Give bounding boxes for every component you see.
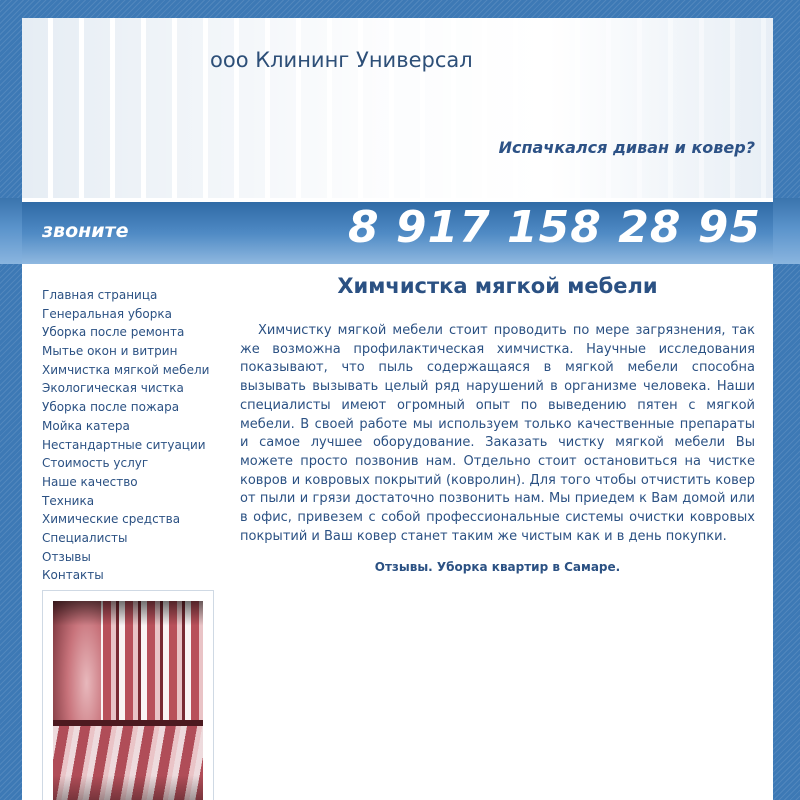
nav-link-prices[interactable]: Стоимость услуг: [42, 456, 149, 471]
nav-link-chemicals[interactable]: Химические средства: [42, 512, 181, 527]
call-label: звоните: [42, 220, 129, 242]
sidebar-item-chemicals: [42, 509, 222, 528]
nav-link-home[interactable]: Главная страница: [42, 288, 158, 302]
company-name: ооо Клининг Универсал: [210, 48, 473, 72]
site-header: [22, 18, 773, 198]
header-slogan: Испачкался диван и ковер?: [498, 138, 755, 157]
sidebar-item-eco-cleaning: [42, 378, 222, 397]
reviews-link[interactable]: Отзывы. Уборка квартир в Самаре.: [374, 560, 621, 575]
sidebar-item-contacts: [42, 565, 222, 584]
sidebar: [42, 285, 222, 584]
sidebar-item-general-cleaning: [42, 304, 222, 323]
sidebar-item-specialists: [42, 528, 222, 547]
article-text: Химчистку мягкой мебели стоит проводить по мере загрязнения, так же возможна профилактическая химчистка. Научные исследования показывают, что пыль содержащаяся в мягкой мебели способна вызывать вызывать целый ряд нарушений в организме человека. Наши специалисты имеют огромный опыт по выведению пятен с мягкой мебели. В своей работе мы используем только качественные препараты и самое лучшее оборудование. Заказать чистку мягкой мебели Вы можете просто позвонив нам. Отдельно стоит остановиться на чистке ковров и ковровых покрытий (ковролин). Для того чтобы отчистить ковер от пыли и грязи достаточно позвонить нам. Мы приедем к Вам домой или в офис, привезем с собой профессиональные системы очистки ковровых покрытий и Ваш ковер станет таким же чистым как и в день покупки.: [240, 323, 755, 544]
nav-link-specialists[interactable]: Специалисты: [42, 530, 128, 545]
nav-link-boat-wash[interactable]: Мойка катера: [42, 418, 130, 433]
phone-number: 8 917 158 28 95: [347, 202, 761, 253]
sidebar-item-upholstery: [42, 360, 222, 379]
nav-link-special-cases[interactable]: Нестандартные ситуации: [42, 437, 206, 452]
nav-link-window-washing[interactable]: Мытье окон и витрин: [42, 344, 178, 359]
nav-link-equipment[interactable]: Техника: [42, 493, 95, 508]
nav-link-reviews[interactable]: Отзывы: [42, 549, 91, 564]
photo-shading: [53, 601, 203, 800]
page-title: Химчистка мягкой мебели: [337, 274, 658, 298]
nav-link-quality[interactable]: Наше качество: [42, 474, 138, 489]
sidebar-item-window-washing: [42, 341, 222, 360]
nav-link-upholstery[interactable]: Химчистка мягкой мебели: [42, 362, 210, 377]
nav-link-eco-cleaning[interactable]: Экологическая чистка: [42, 381, 184, 396]
sidebar-item-home: [42, 285, 222, 304]
sidebar-nav: [42, 285, 222, 584]
sidebar-item-equipment: [42, 491, 222, 510]
sofa-photo-frame: [42, 590, 214, 800]
sidebar-item-boat-wash: [42, 416, 222, 435]
main-content: [240, 274, 755, 574]
nav-link-fire-cleanup[interactable]: Уборка после пожара: [42, 400, 180, 415]
sidebar-item-post-renovation: [42, 322, 222, 341]
sidebar-item-special-cases: [42, 435, 222, 454]
sidebar-item-reviews: [42, 547, 222, 566]
sofa-photo: [53, 601, 203, 800]
sidebar-item-quality: [42, 472, 222, 491]
phone-bar: [22, 202, 773, 264]
page-container: [22, 18, 773, 800]
nav-link-post-renovation[interactable]: Уборка после ремонта: [42, 325, 185, 340]
sidebar-item-fire-cleanup: [42, 397, 222, 416]
nav-link-general-cleaning[interactable]: Генеральная уборка: [42, 306, 172, 321]
sidebar-item-prices: [42, 453, 222, 472]
nav-link-contacts[interactable]: Контакты: [42, 568, 104, 583]
